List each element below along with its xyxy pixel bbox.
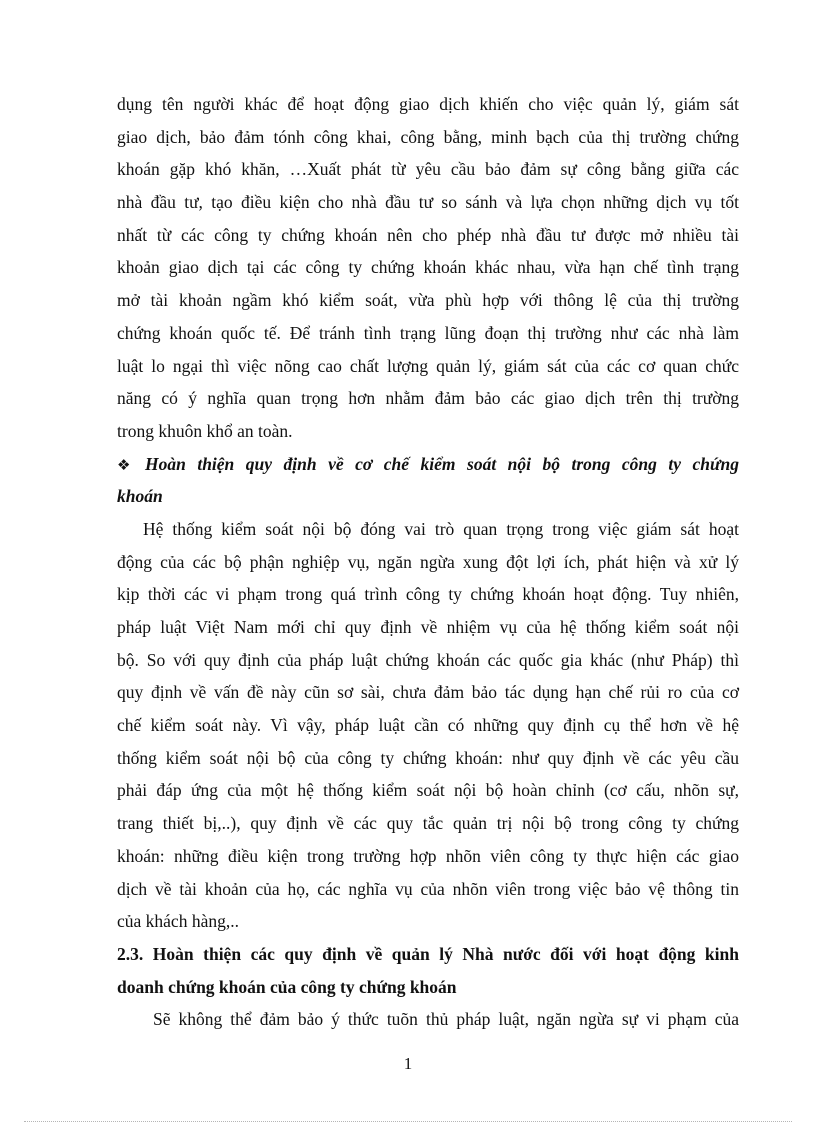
text-line: của khách hàng,.. — [117, 911, 239, 932]
heading-internal-control — [117, 448, 739, 513]
text-line: luật lo ngại thì việc nõng cao chất lượng quản lý, giám sát của các cơ quan chức — [117, 355, 739, 376]
page-content — [117, 88, 739, 1036]
paragraph-market-supervision — [117, 88, 739, 448]
text-line: chế kiểm soát này. Vì vậy, pháp luật cần có những quy định cụ thể hơn về hệ — [117, 715, 739, 736]
heading-line — [117, 448, 739, 481]
page-footer-divider — [24, 1121, 792, 1122]
text-line: khoán gặp khó khăn, …Xuất phát từ yêu cầu bảo đảm sự công bằng giữa các — [117, 159, 739, 180]
text-line: động của các bộ phận nghiệp vụ, ngăn ngừa xung đột lợi ích, phát hiện và xử lý — [117, 551, 739, 572]
text-line: thống kiểm soát nội bộ của công ty chứng khoán: như quy định về các yêu cầu — [117, 747, 739, 768]
heading-text: Hoàn thiện quy định về cơ chế kiểm soát nội bộ trong công ty chứng — [145, 453, 739, 474]
text-line: Sẽ không thể đảm bảo ý thức tuõn thủ pháp luật, ngăn ngừa sự vi phạm của — [153, 1009, 739, 1030]
text-line: trong khuôn khổ an toàn. — [117, 420, 293, 441]
heading-line: doanh chứng khoán của công ty chứng khoán — [117, 976, 457, 997]
text-line: nhất từ các công ty chứng khoán nên cho phép nhà đầu tư được mở nhiều tài — [117, 224, 739, 245]
paragraph-state-management — [117, 1003, 739, 1036]
paragraph-internal-control — [117, 513, 739, 938]
text-line: giao dịch, bảo đảm tónh công khai, công bằng, minh bạch của thị trường chứng — [117, 126, 739, 147]
text-line: quy định về vấn đề này cũn sơ sài, chưa đảm bảo tác dụng hạn chế rủi ro của cơ — [117, 682, 739, 703]
text-line: dịch về tài khoản của họ, các nghĩa vụ của nhõn viên trong việc bảo vệ thông tin — [117, 878, 739, 899]
text-line: kịp thời các vi phạm trong quá trình công ty chứng khoán hoạt động. Tuy nhiên, — [117, 584, 739, 605]
text-line: phải đáp ứng của một hệ thống kiểm soát nội bộ hoàn chỉnh (cơ cấu, nhõn sự, — [117, 780, 739, 801]
text-line: trang thiết bị,..), quy định về các quy tắc quản trị nội bộ trong công ty chứng — [117, 813, 739, 834]
heading-section-2-3 — [117, 938, 739, 1003]
text-line: khoản giao dịch tại các công ty chứng khoán khác nhau, vừa hạn chế tình trạng — [117, 257, 739, 278]
page-number: 1 — [403, 1054, 413, 1073]
text-line: pháp luật Việt Nam mới chỉ quy định về nhiệm vụ của hệ thống kiểm soát nội — [117, 617, 739, 637]
text-line: khoán: những điều kiện trong trường hợp nhõn viên công ty thực hiện các giao — [117, 845, 739, 866]
text-line: chứng khoán quốc tế. Để tránh tình trạng lũng đoạn thị trường như các nhà làm — [117, 322, 739, 343]
text-line: năng có ý nghĩa quan trọng hơn nhằm đảm bảo các giao dịch trên thị trường — [117, 388, 739, 409]
text-line: Hệ thống kiểm soát nội bộ đóng vai trò quan trọng trong việc giám sát hoạt — [143, 518, 739, 539]
text-line: dụng tên người khác để hoạt động giao dịch khiến cho việc quản lý, giám sát — [117, 94, 739, 114]
heading-line: 2.3. Hoàn thiện các quy định về quản lý Nhà nước đối với hoạt động kinh — [117, 943, 739, 964]
text-line: bộ. So với quy định của pháp luật chứng khoán các quốc gia khác (như Pháp) thì — [117, 649, 739, 670]
text-line: nhà đầu tư, tạo điều kiện cho nhà đầu tư so sánh và lựa chọn những dịch vụ tốt — [117, 192, 739, 213]
text-line: mở tài khoản ngầm khó kiểm soát, vừa phù hợp với thông lệ của thị trường — [117, 290, 739, 311]
heading-line: khoán — [117, 486, 163, 507]
diamond-bullet-icon: ❖ — [117, 455, 131, 474]
